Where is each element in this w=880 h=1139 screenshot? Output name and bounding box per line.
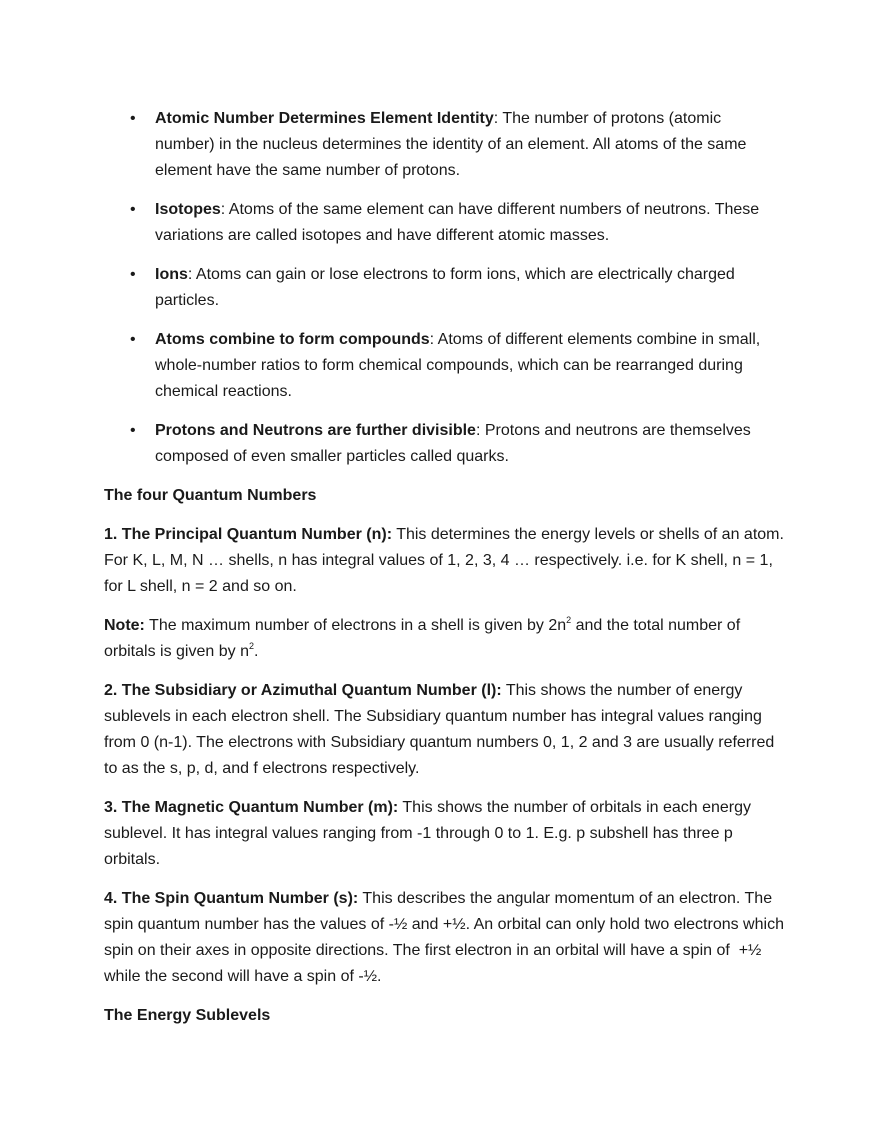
list-item	[104, 197, 784, 249]
list-item-term: Isotopes	[155, 201, 221, 218]
list-item	[104, 262, 784, 314]
bullet-icon: •	[130, 331, 136, 348]
note-paragraph	[104, 613, 784, 665]
subsidiary-text: This shows the number of energy sublevels in each electron shell. The Subsidiary quantum number has integral values ranging from 0 (n-1). The electrons with Subsidiary quantum numbers 0, 1, 2 and 3 are usually referred to as the s, p, d, and f electrons respectively.	[104, 682, 775, 777]
list-item-term: Atoms combine to form compounds	[155, 331, 430, 348]
list-item-text: : Atoms of different elements combine in small, whole-number ratios to form chemical compounds, which can be rearranged during chemical reactions.	[155, 331, 761, 400]
subsidiary-term: 2. The Subsidiary or Azimuthal Quantum Number (l):	[104, 682, 502, 699]
list-item-text: : Protons and neutrons are themselves composed of even smaller particles called quarks.	[155, 422, 751, 465]
list-item-term: Protons and Neutrons are further divisible	[155, 422, 476, 439]
list-item-term: Atomic Number Determines Element Identity	[155, 110, 494, 127]
list-item	[104, 418, 784, 470]
principal-text: This determines the energy levels or shells of an atom. For K, L, M, N … shells, n has integral values of 1, 2, 3, 4 … respectively. i.e. for K shell, n = 1, for L shell, n = 2 and so on.	[104, 526, 784, 595]
bullet-icon: •	[130, 266, 136, 283]
bullet-icon: •	[130, 201, 136, 218]
list-item	[104, 327, 784, 405]
note-term: Note:	[104, 617, 145, 634]
note-text-c: .	[253, 643, 259, 660]
note-text-a: The maximum number of electrons in a shell is given by 2n	[144, 617, 567, 634]
magnetic-quantum-paragraph	[104, 795, 784, 873]
atomic-theory-list	[104, 106, 784, 470]
spin-quantum-paragraph	[104, 886, 789, 990]
bullet-icon: •	[130, 422, 136, 439]
spin-term: 4. The Spin Quantum Number (s):	[104, 890, 359, 907]
note-superscript-b: 2	[248, 640, 254, 651]
spin-text: This describes the angular momentum of an electron. The spin quantum number has the values of -½ and +½. An orbital can only hold two electrons which spin on their axes in opposite directions. The first electron in an orbital will have a spin of +½ while the second will have a spin of -½.	[104, 890, 789, 985]
subsidiary-quantum-paragraph	[104, 678, 784, 782]
bullet-icon: •	[130, 110, 136, 127]
principal-term: 1. The Principal Quantum Number (n):	[104, 526, 393, 543]
note-superscript-a: 2	[566, 614, 572, 625]
note-text-b: and the total number of orbitals is given by n	[104, 617, 741, 660]
list-item-text: : The number of protons (atomic number) in the nucleus determines the identity of an element. All atoms of the same element have the same number of protons.	[155, 110, 747, 179]
list-item-term: Ions	[155, 266, 188, 283]
list-item	[104, 106, 784, 184]
quantum-numbers-heading: The four Quantum Numbers	[104, 487, 317, 504]
list-item-text: : Atoms of the same element can have different numbers of neutrons. These variations are called isotopes and have different atomic masses.	[155, 201, 760, 244]
magnetic-text: This shows the number of orbitals in each energy sublevel. It has integral values ranging from -1 through 0 to 1. E.g. p subshell has three p orbitals.	[104, 799, 752, 868]
principal-quantum-paragraph	[104, 522, 784, 600]
document-content	[104, 106, 789, 1042]
magnetic-term: 3. The Magnetic Quantum Number (m):	[104, 799, 399, 816]
list-item-text: : Atoms can gain or lose electrons to form ions, which are electrically charged particles.	[155, 266, 735, 309]
energy-sublevels-heading: The Energy Sublevels	[104, 1007, 271, 1024]
